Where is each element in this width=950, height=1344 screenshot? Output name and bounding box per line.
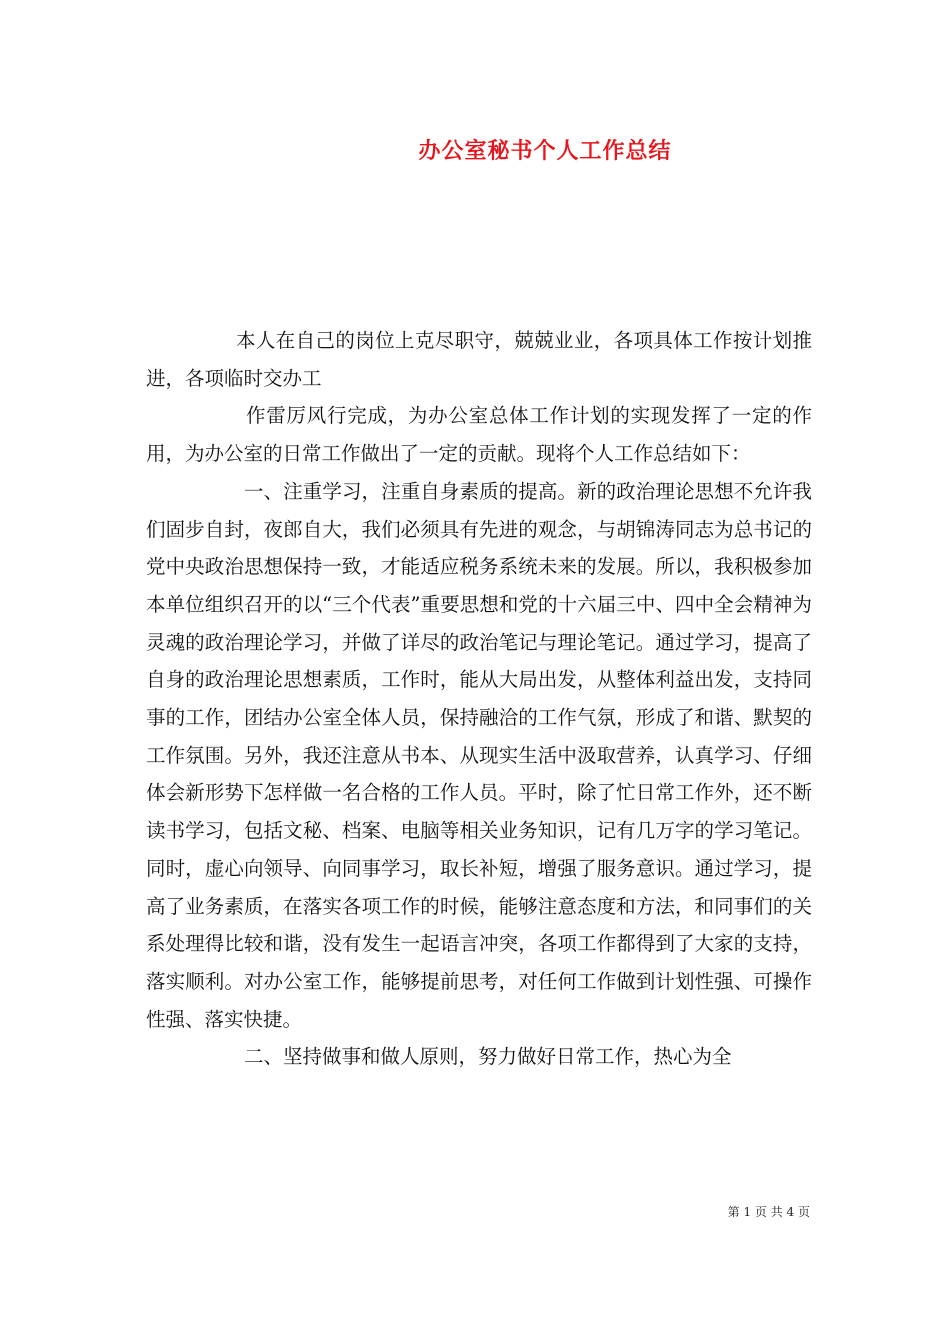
paragraph-intro-continued: 作雷厉风行完成，为办公室总体工作计划的实现发挥了一定的作用，为办公室的日常工作做出了一定的贡献。现将个人工作总结如下： [146,404,812,466]
paragraph-intro: 本人在自己的岗位上克尽职守，兢兢业业，各项具体工作按计划推进，各项临时交办工 [146,329,812,390]
page-number-footer: 第 1 页 共 4 页 [727,1205,810,1219]
paragraph-section-two: 二、坚持做事和做人原则，努力做好日常工作，热心为全 [244,1045,732,1069]
document-title: 办公室秘书个人工作总结 [418,138,672,164]
paragraph-section-one: 一、注重学习，注重自身素质的提高。新的政治理论思想不允许我们固步自封，夜郎自大，我们必须具有先进的观念，与胡锦涛同志为总书记的党中央政治思想保持一致，才能适应税务系统未来的发展。所以，我积极参加本单位组织召开的以“三个代表”重要思想和党的十六届三中、四中全会精神为灵魂的政治理论学习，并做了详尽的政治笔记与理论笔记。通过学习，提高了自身的政治理论思想素质，工作时，能从大局出发，从整体利益出发，支持同事的工作，团结办公室全体人员，保持融洽的工作气氛，形成了和谐、默契的工作氛围。另外，我还注意从书本、从现实生活中汲取营养，认真学习、仔细体会新形势下怎样做一名合格的工作人员。平时，除了忙日常工作外，还不断读书学习，包括文秘、档案、电脑等相关业务知识，记有几万字的学习笔记。同时，虚心向领导、向同事学习，取长补短，增强了服务意识。通过学习，提高了业务素质，在落实各项工作的时候，能够注意态度和方法，和同事们的关系处理得比较和谐，没有发生一起语言冲突，各项工作都得到了大家的支持，落实顺利。对办公室工作，能够提前思考，对任何工作做到计划性强、可操作性强、落实快捷。 [146,479,812,1031]
document-body [146,322,812,1076]
